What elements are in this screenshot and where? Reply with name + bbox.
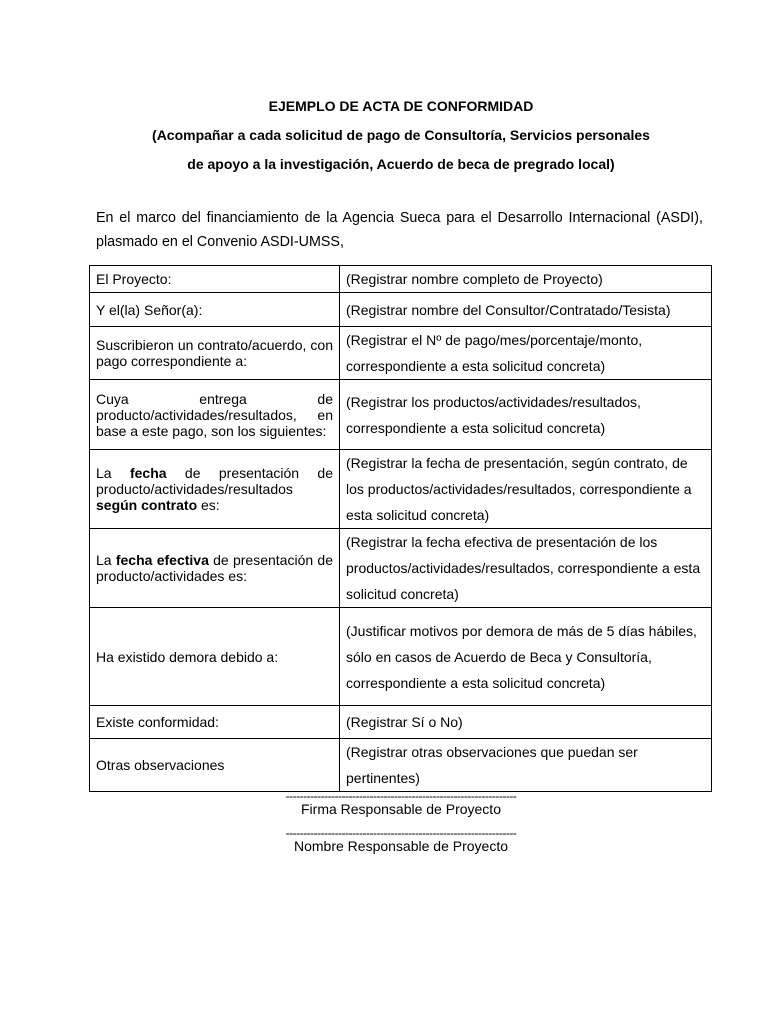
table-row: [90, 327, 712, 380]
table-row: [90, 266, 712, 293]
signature-firma-label: Firma Responsable de Proyecto: [301, 801, 501, 817]
table-row: [90, 450, 712, 529]
label-text: de presentación de producto/actividades es:: [96, 552, 334, 584]
signature-firma-block: [250, 792, 552, 818]
row-value-contrato: (Registrar el Nº de pago/mes/porcentaje/monto, correspondiente a esta solicitud concreta): [340, 327, 712, 380]
label-text: La: [96, 465, 130, 481]
row-label-observaciones: Otras observaciones: [90, 739, 340, 792]
intro-paragraph: En el marco del financiamiento de la Agencia Sueca para el Desarrollo Internacional (ASDI), plasmado en el Convenio ASDI-UMSS,: [96, 210, 703, 250]
row-value-conformidad: (Registrar Sí o No): [340, 706, 712, 739]
row-value-demora: (Justificar motivos por demora de más de 5 días hábiles, sólo en casos de Acuerdo de Beca y Consultoría, correspondiente a esta solicitud concreta): [340, 608, 712, 706]
label-bold-text: fecha efectiva: [115, 552, 209, 568]
row-label-fecha-efectiva: [90, 529, 340, 608]
row-value-senor: (Registrar nombre del Consultor/Contratado/Tesista): [340, 293, 712, 327]
signature-line: ------------------------------------------------------------------: [285, 792, 517, 800]
label-text: de presentación de producto/actividades/resultados: [96, 465, 334, 497]
row-label-entrega: Cuya entrega de producto/actividades/resultados, en base a este pago, son los siguientes:: [90, 380, 340, 450]
signature-nombre-block: [250, 829, 552, 855]
row-label-proyecto: El Proyecto:: [90, 266, 340, 293]
acta-table: [89, 265, 712, 792]
table-row: [90, 529, 712, 608]
table-row: [90, 293, 712, 327]
row-label-demora: Ha existido demora debido a:: [90, 608, 340, 706]
signature-nombre-label: Nombre Responsable de Proyecto: [293, 838, 508, 854]
title-line-2: (Acompañar a cada solicitud de pago de Consultoría, Servicios personales: [152, 127, 650, 143]
label-bold-text: fecha: [129, 465, 167, 481]
row-value-fecha-efectiva: (Registrar la fecha efectiva de presentación de los productos/actividades/resultados, correspondiente a esta solicitud concreta): [340, 529, 712, 608]
label-bold-text: según contrato: [96, 497, 198, 513]
label-text: La: [96, 552, 116, 568]
row-label-contrato: Suscribieron un contrato/acuerdo, con pago correspondiente a:: [90, 327, 340, 380]
label-text: es:: [197, 497, 220, 513]
row-value-fecha-contrato: (Registrar la fecha de presentación, según contrato, de los productos/actividades/resultados, correspondiente a esta solicitud concreta): [340, 450, 712, 529]
row-label-senor: Y el(la) Señor(a):: [90, 293, 340, 327]
row-value-proyecto: (Registrar nombre completo de Proyecto): [340, 266, 712, 293]
title-line-1: EJEMPLO DE ACTA DE CONFORMIDAD: [268, 98, 534, 114]
table-row: [90, 706, 712, 739]
table-row: [90, 380, 712, 450]
row-label-fecha-contrato: [90, 450, 340, 529]
row-value-observaciones: (Registrar otras observaciones que puedan ser pertinentes): [340, 739, 712, 792]
row-label-conformidad: Existe conformidad:: [90, 706, 340, 739]
title-line-3: de apoyo a la investigación, Acuerdo de beca de pregrado local): [187, 156, 615, 172]
table-row: [90, 739, 712, 792]
table-row: [90, 608, 712, 706]
signature-line: ------------------------------------------------------------------: [285, 829, 517, 837]
row-value-entrega: (Registrar los productos/actividades/resultados, correspondiente a esta solicitud concreta): [340, 380, 712, 450]
document-title: [90, 96, 712, 183]
